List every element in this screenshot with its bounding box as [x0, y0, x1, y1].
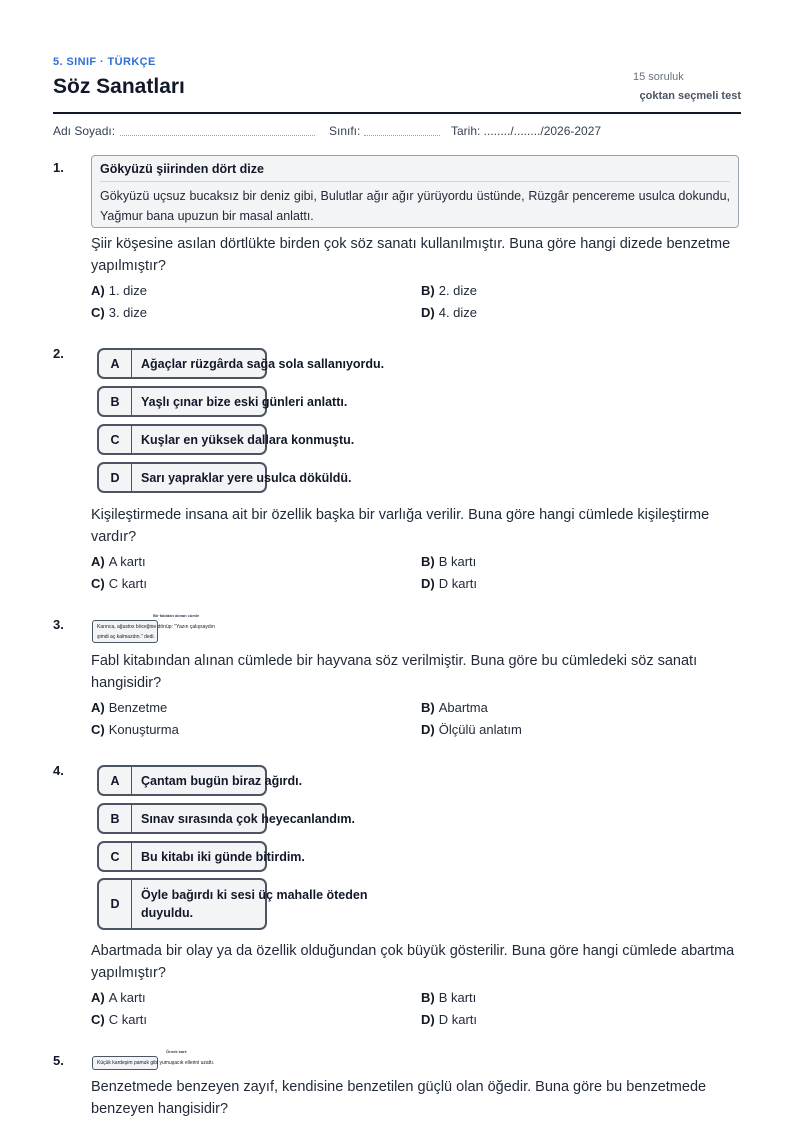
option-c[interactable]	[91, 305, 147, 320]
name-field[interactable]	[120, 135, 315, 136]
question-number: 3.	[53, 617, 64, 632]
class-label: Sınıfı:	[329, 124, 361, 138]
fable-line: Karınca, ağustos böceğine dönüp: "Yazın çalışsaydın	[97, 624, 215, 630]
option-letter: C)	[91, 576, 105, 591]
question-stem: Abartmada bir olay ya da özellik olduğundan çok büyük gösterilir. Buna göre hangi cümlede abartma yapılmıştır?	[91, 943, 735, 981]
question-number: 1.	[53, 160, 64, 175]
option-a[interactable]	[91, 700, 167, 715]
option-text: B kartı	[438, 554, 477, 569]
option-letter: B)	[421, 990, 435, 1005]
option-b[interactable]	[421, 990, 476, 1005]
option-text: B kartı	[438, 990, 477, 1005]
sentence-card-b	[97, 803, 355, 834]
sentence-card-a	[97, 348, 385, 379]
sentence-card-d	[97, 462, 352, 493]
option-letter: A)	[91, 700, 105, 715]
sentence-card-c	[97, 424, 355, 455]
card-letter: B	[99, 805, 132, 832]
poem-box-text: Gökyüzü uçsuz bucaksız bir deniz gibi, Bulutlar ağır ağır yürüyordu üstünde, Rüzgâr pencereme usulca dokundu, Yağmur bana upuzun bir masal anlattı.	[100, 189, 730, 223]
option-letter: B)	[421, 283, 435, 298]
option-letter: D)	[421, 722, 435, 737]
option-letter: A)	[91, 554, 105, 569]
question-stem: Fabl kitabından alınan cümlede bir hayvana söz verilmiştir. Buna göre bu cümledeki söz sanatı hangisidir?	[91, 653, 698, 691]
sentence-card-a	[97, 765, 303, 796]
test-type: çoktan seçmeli test	[639, 90, 741, 102]
sentence-card-b	[97, 386, 348, 417]
poem-box-title: Gökyüzü şiirinden dört dize	[100, 162, 730, 182]
option-b[interactable]	[421, 554, 476, 569]
name-label: Adı Soyadı:	[53, 124, 116, 138]
card-text: Sarı yapraklar yere usulca döküldü.	[141, 470, 352, 485]
option-text: Konuşturma	[108, 722, 179, 737]
option-text: A kartı	[108, 554, 146, 569]
sentence-card-c	[97, 841, 305, 872]
card-letter: A	[99, 767, 132, 794]
option-a[interactable]	[91, 990, 146, 1005]
fable-line: şimdi aç kalmazdın." dedi.	[97, 634, 155, 640]
question-number: 4.	[53, 763, 64, 778]
option-c[interactable]	[91, 722, 179, 737]
fable-caption: Bir fabldan alınan cümle	[153, 613, 200, 618]
worksheet-header	[53, 55, 741, 114]
option-text: D kartı	[438, 576, 478, 591]
page-title: Söz Sanatları	[53, 75, 185, 98]
card-text-line: Öyle bağırdı ki sesi üç mahalle öteden	[141, 888, 368, 902]
card-text: Sınav sırasında çok heyecanlandım.	[141, 811, 355, 826]
option-letter: C)	[91, 1012, 105, 1027]
option-text: Benzetme	[108, 700, 168, 715]
card-letter: C	[99, 426, 132, 453]
option-letter: B)	[421, 554, 435, 569]
option-text: C kartı	[108, 1012, 148, 1027]
option-c[interactable]	[91, 1012, 147, 1027]
option-text: D kartı	[438, 1012, 478, 1027]
question-number: 2.	[53, 346, 64, 361]
date-label: Tarih: ......../......../2026-2027	[451, 124, 602, 138]
option-letter: D)	[421, 1012, 435, 1027]
card-letter: C	[99, 843, 132, 870]
option-a[interactable]	[91, 554, 146, 569]
card-letter: D	[99, 880, 132, 928]
card-text: Kuşlar en yüksek dallara konmuştu.	[141, 432, 355, 447]
option-a[interactable]	[91, 283, 147, 298]
question-stem: Şiir köşesine asılan dörtlükte birden çok söz sanatı kullanılmıştır. Buna göre hangi dizede benzetme yapılmıştır?	[91, 236, 731, 274]
example-line: Küçük kardeşim pamuk gibi yumuşacık ellerini uzattı.	[97, 1060, 215, 1066]
option-b[interactable]	[421, 283, 477, 298]
question-stem: Benzetmede benzeyen zayıf, kendisine benzetilen güçlü olan öğedir. Buna göre bu benzetmede benzeyen hangisidir?	[91, 1079, 707, 1117]
option-letter: C)	[91, 305, 105, 320]
option-d[interactable]	[421, 576, 477, 591]
question-stem: Kişileştirmede insana ait bir özellik başka bir varlığa verilir. Buna göre hangi cümlede kişileştirme vardır?	[91, 507, 710, 545]
option-d[interactable]	[421, 305, 477, 320]
card-letter: B	[99, 388, 132, 415]
card-text: Yaşlı çınar bize eski günleri anlattı.	[141, 394, 348, 409]
option-letter: A)	[91, 990, 105, 1005]
example-caption: Örnek kart:	[166, 1049, 188, 1054]
option-c[interactable]	[91, 576, 147, 591]
option-text: 2. dize	[438, 283, 478, 298]
option-text: Abartma	[438, 700, 488, 715]
option-text: 4. dize	[438, 305, 478, 320]
option-b[interactable]	[421, 700, 488, 715]
student-info-row	[53, 124, 741, 140]
card-text: Çantam bugün biraz ağırdı.	[141, 773, 303, 788]
option-text: A kartı	[108, 990, 146, 1005]
option-text: Ölçülü anlatım	[438, 722, 522, 737]
option-text: 3. dize	[108, 305, 148, 320]
class-field[interactable]	[364, 135, 440, 136]
card-text: Bu kitabı iki günde bitirdim.	[141, 849, 305, 864]
card-text: Ağaçlar rüzgârda sağa sola sallanıyordu.	[141, 356, 385, 371]
option-letter: C)	[91, 722, 105, 737]
poem-box	[91, 155, 739, 228]
option-text: C kartı	[108, 576, 148, 591]
option-letter: B)	[421, 700, 435, 715]
option-letter: A)	[91, 283, 105, 298]
sentence-card-d	[97, 878, 368, 930]
card-text-line: duyuldu.	[141, 906, 194, 920]
grade-label: 5. SINIF · TÜRKÇE	[53, 56, 156, 68]
option-letter: D)	[421, 576, 435, 591]
option-letter: D)	[421, 305, 435, 320]
question-number: 5.	[53, 1053, 64, 1068]
option-d[interactable]	[421, 722, 522, 737]
option-d[interactable]	[421, 1012, 477, 1027]
question-count: 15 soruluk	[633, 71, 684, 83]
option-text: 1. dize	[108, 283, 148, 298]
card-letter: A	[99, 350, 132, 377]
card-letter: D	[99, 464, 132, 491]
card-text	[141, 880, 367, 928]
